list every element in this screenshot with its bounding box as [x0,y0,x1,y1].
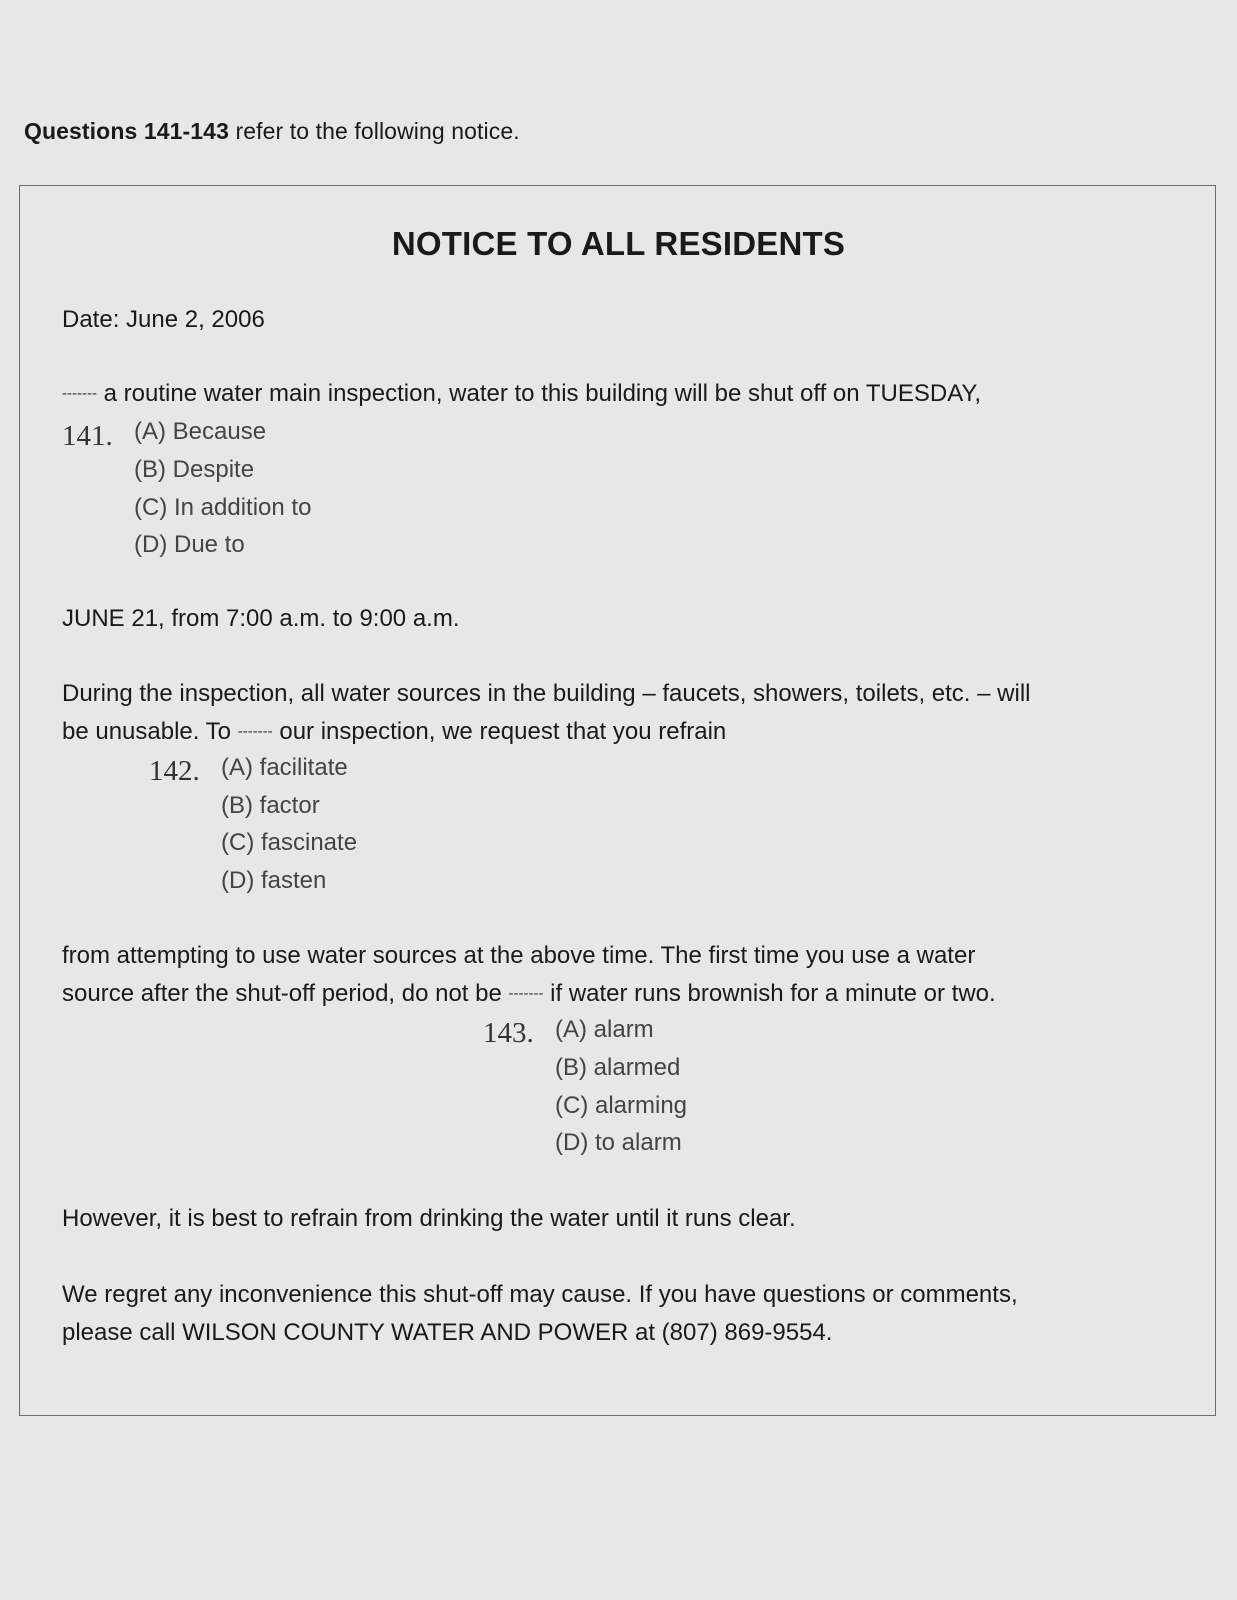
paragraph-1-text: a routine water main inspection, water to this building will be shut off on TUESDAY, [96,380,981,407]
paragraph-6-line-1: We regret any inconvenience this shut-off may cause. If you have questions or comments, [62,1281,1018,1308]
question-141-number: 141. [62,420,113,452]
blank-141: ------- [62,385,97,402]
notice-title: NOTICE TO ALL RESIDENTS [391,225,846,262]
question-143-number: 143. [483,1017,534,1049]
questions-intro [24,118,520,145]
q142-option-d[interactable]: (D) fasten [221,867,327,894]
blank-143: ------- [508,985,544,1002]
q141-option-c[interactable]: (C) In addition to [134,494,312,521]
paragraph-4-line-2 [62,980,996,1008]
paragraph-4-line-1: from attempting to use water sources at the above time. The first time you use a water [62,942,976,969]
paragraph-3-line-2-after: our inspection, we request that you refrain [272,718,727,745]
questions-range: Questions 141-143 [24,118,229,144]
notice-date: Date: June 2, 2006 [62,306,265,333]
paragraph-2: JUNE 21, from 7:00 a.m. to 9:00 a.m. [62,605,460,632]
q143-option-b[interactable]: (B) alarmed [555,1054,681,1081]
questions-intro-text: refer to the following notice. [228,118,520,144]
blank-142: ------- [237,723,273,740]
paragraph-3-line-1: During the inspection, all water sources in the building – faucets, showers, toilets, etc. – will [62,680,1031,707]
q142-option-c[interactable]: (C) fascinate [221,829,358,856]
paragraph-6-line-2: please call WILSON COUNTY WATER AND POWER at (807) 869-9554. [62,1319,833,1346]
q142-option-b[interactable]: (B) factor [221,792,320,819]
q143-option-c[interactable]: (C) alarming [555,1092,688,1119]
q141-option-a[interactable]: (A) Because [134,418,267,445]
paragraph-4-line-2-before: source after the shut-off period, do not be [62,980,509,1007]
paragraph-4-line-2-after: if water runs brownish for a minute or two. [543,980,996,1007]
q143-option-d[interactable]: (D) to alarm [555,1129,682,1156]
question-142-number: 142. [149,755,200,787]
paragraph-1 [62,380,981,408]
q141-option-d[interactable]: (D) Due to [134,531,245,558]
paragraph-3-line-2 [62,718,726,746]
q142-option-a[interactable]: (A) facilitate [221,754,348,781]
paragraph-5: However, it is best to refrain from drinking the water until it runs clear. [62,1205,796,1232]
q141-option-b[interactable]: (B) Despite [134,456,255,483]
paragraph-3-line-2-before: be unusable. To [62,718,238,745]
q143-option-a[interactable]: (A) alarm [555,1016,654,1043]
